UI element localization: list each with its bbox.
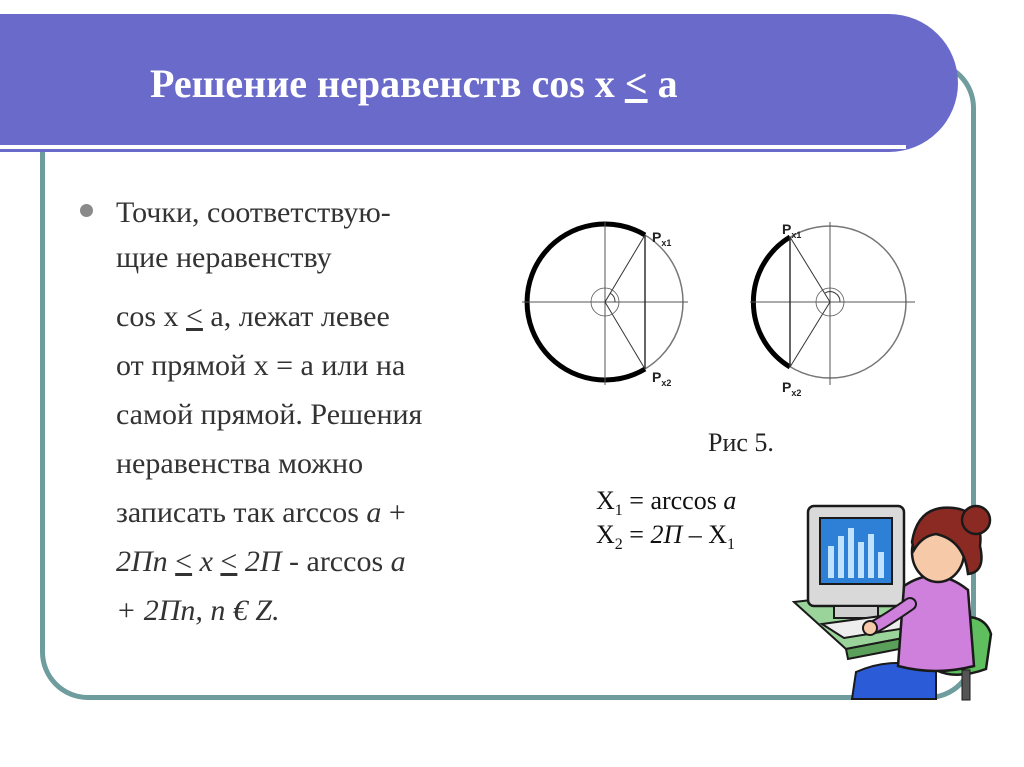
unit-circle-figures (520, 220, 920, 410)
label-px1: $P_{x1}$ (652, 229, 672, 248)
label-px2: $P_{x2}$ (652, 369, 672, 388)
bullet-dot (80, 204, 93, 217)
text-line: Точки, соответствую- (116, 196, 391, 229)
text-line: самой прямой. Решения (116, 398, 423, 431)
text-line: записать так arccos a + (116, 496, 406, 529)
figure-caption: Рис 5. (708, 428, 774, 457)
text-line: неравенства можно (116, 447, 364, 480)
text-line: 2Пn < x < 2П - arccos a (116, 545, 406, 578)
text-line: щие неравенству (116, 241, 332, 274)
label-px1: $P_{x1}$ (782, 221, 802, 240)
formula-x2: $X_2 = 2П - X_1$ (596, 520, 736, 554)
woman-at-computer-clipart (786, 494, 1000, 704)
paragraph-intro (116, 190, 391, 280)
label-px2: $P_{x2}$ (782, 379, 802, 398)
slide-title: Решение неравенств cos x < a (150, 61, 678, 106)
left-unit-circle (522, 222, 688, 388)
title-underline-rule (0, 145, 906, 149)
right-unit-circle (750, 221, 915, 398)
text-line: + 2Пn, n € Z. (116, 594, 280, 627)
text-line: от прямой x = a или на (116, 349, 406, 382)
text-line: cos x < a, лежат левее (116, 300, 390, 333)
formula-x1: $X_1 = \arccos a$ (596, 486, 737, 520)
paragraph-explanation (116, 292, 546, 635)
